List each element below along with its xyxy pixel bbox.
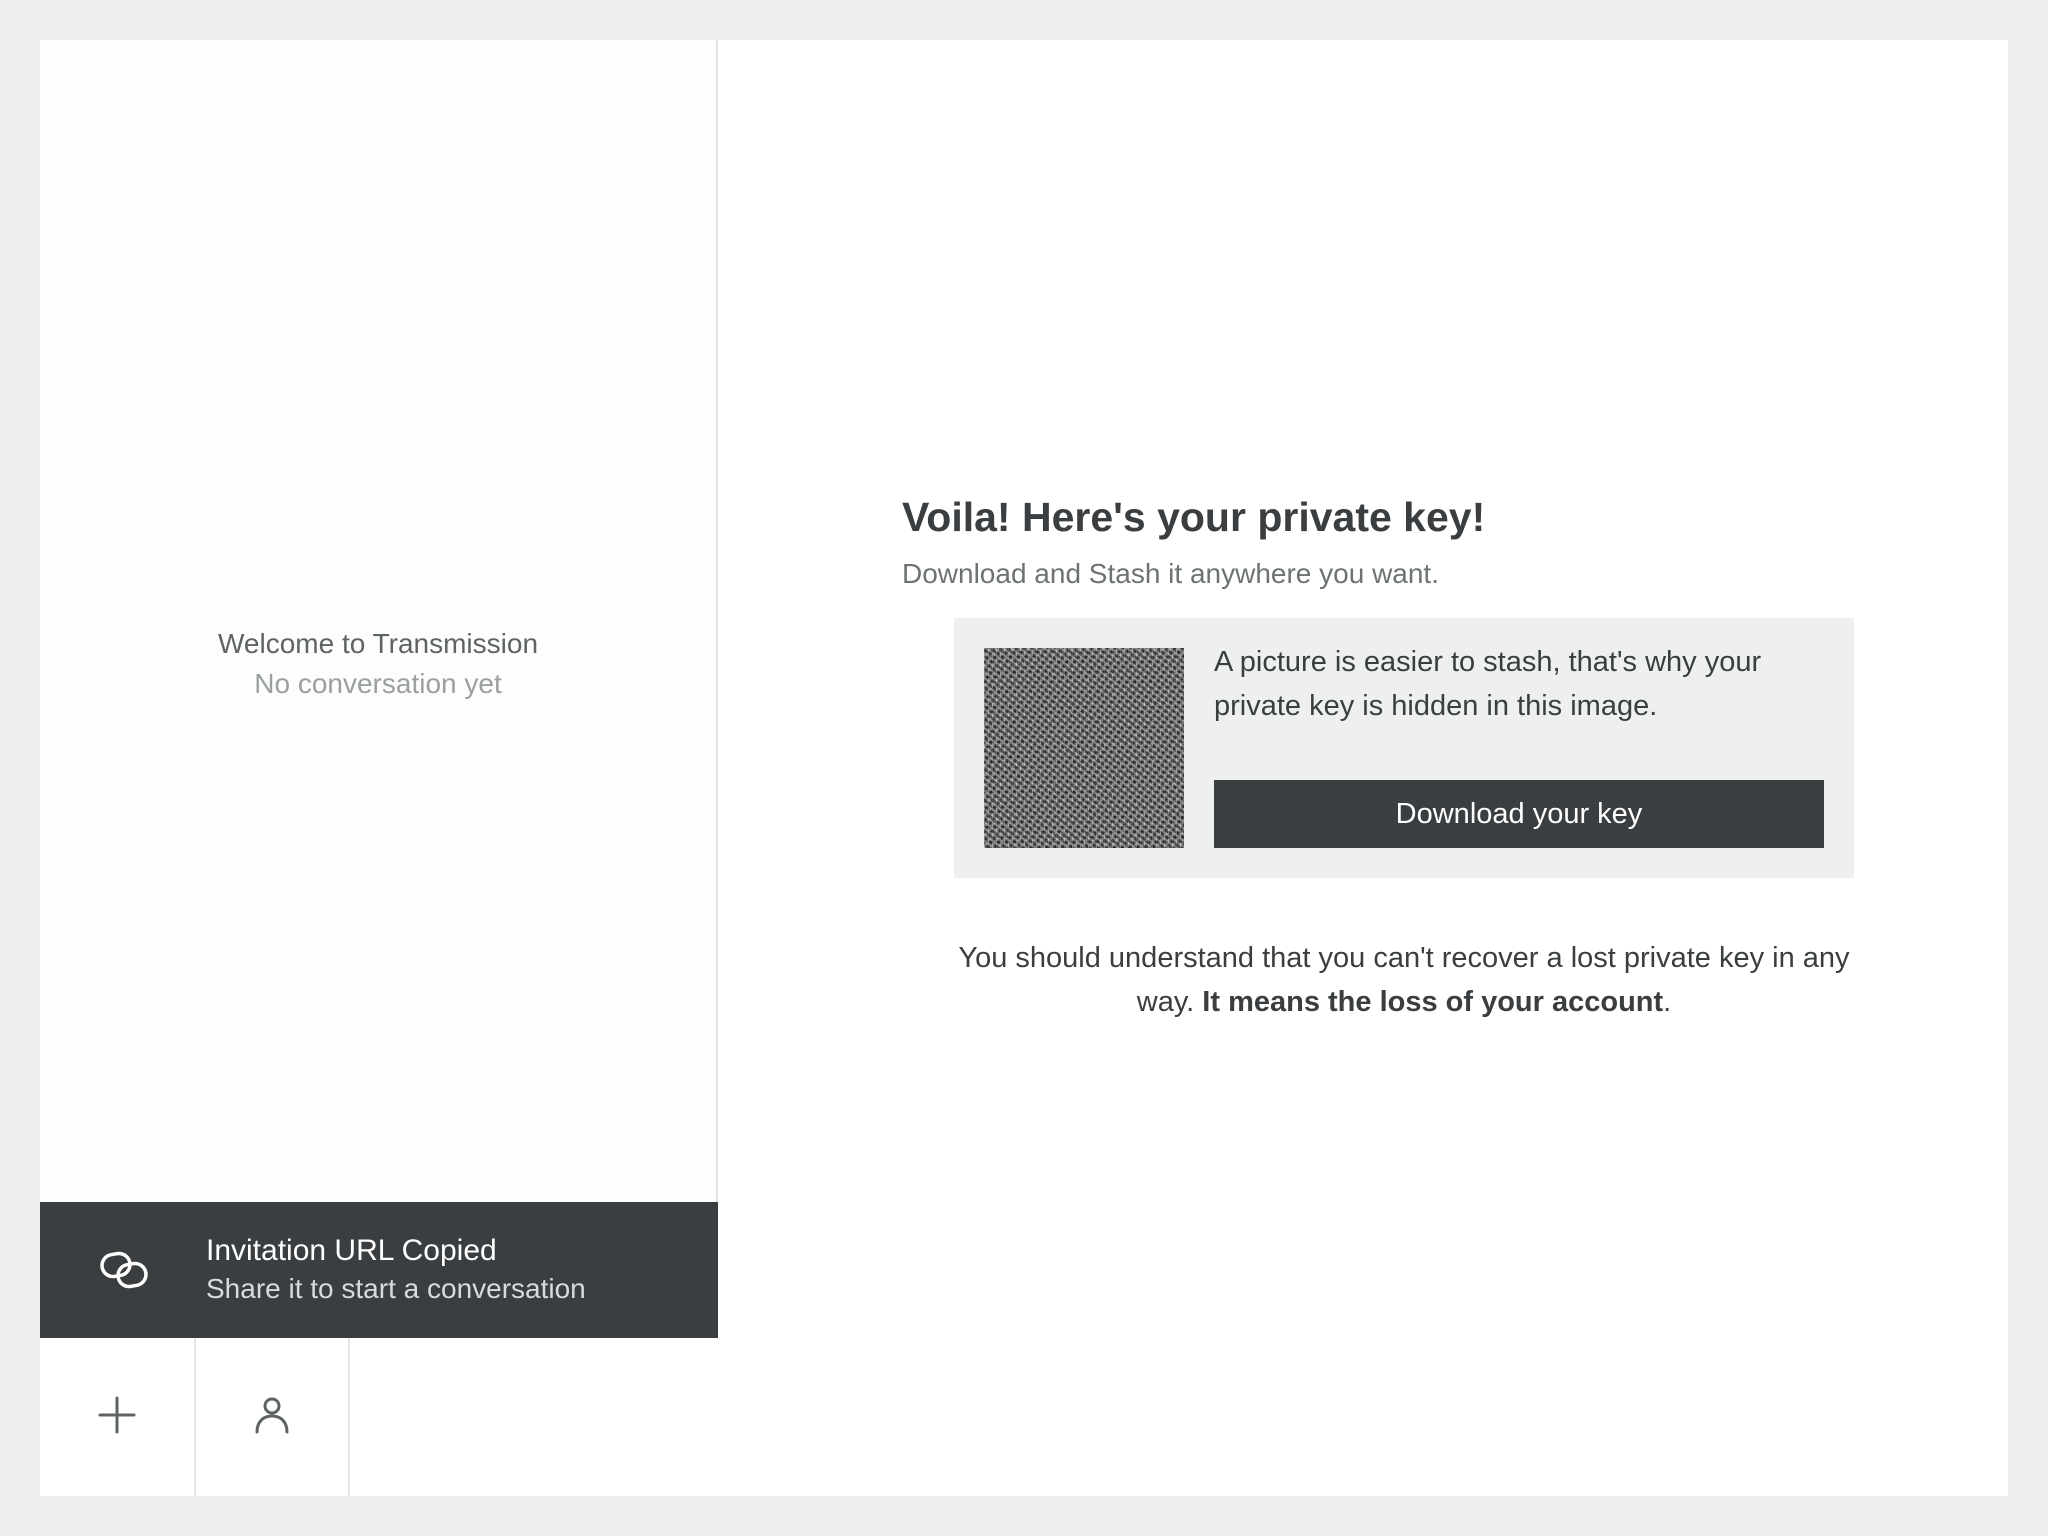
toast-text bbox=[206, 1232, 586, 1308]
sidebar-bottom-bar bbox=[40, 1338, 718, 1496]
private-key-card bbox=[954, 618, 1854, 878]
user-icon bbox=[252, 1395, 292, 1440]
sidebar bbox=[40, 40, 718, 1496]
link-icon bbox=[96, 1242, 152, 1298]
main-panel bbox=[718, 40, 2008, 1496]
warning-end: . bbox=[1663, 986, 1672, 1018]
warning-message bbox=[954, 936, 1854, 1024]
private-key-image bbox=[984, 648, 1184, 848]
empty-state-subtitle: No conversation yet bbox=[254, 668, 502, 699]
toast-title: Invitation URL Copied bbox=[206, 1234, 497, 1267]
invitation-toast[interactable] bbox=[40, 1202, 718, 1338]
new-conversation-button[interactable] bbox=[40, 1338, 196, 1496]
page-subtitle: Download and Stash it anywhere you want. bbox=[902, 558, 1439, 589]
warning-emphasis: It means the loss of your account bbox=[1202, 986, 1664, 1018]
profile-button[interactable] bbox=[196, 1338, 350, 1496]
toast-subtitle: Share it to start a conversation bbox=[206, 1273, 586, 1304]
download-key-button[interactable]: Download your key bbox=[1214, 780, 1824, 848]
page-title: Voila! Here's your private key! bbox=[902, 494, 1486, 540]
app-window bbox=[40, 40, 2008, 1496]
empty-state bbox=[40, 624, 716, 704]
warning-text: You should understand that you can't recover a lost private key in any way. bbox=[958, 942, 1850, 1018]
key-description: A picture is easier to stash, that's why your private key is hidden in this image. bbox=[1214, 646, 1762, 722]
plus-icon bbox=[97, 1395, 137, 1440]
empty-state-title: Welcome to Transmission bbox=[217, 628, 539, 659]
